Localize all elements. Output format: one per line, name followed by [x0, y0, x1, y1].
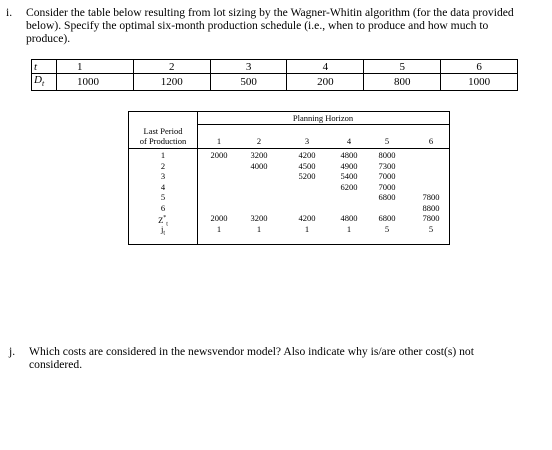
cost-cell: 5400 [340, 171, 358, 181]
row-label: 4 [160, 181, 166, 192]
demand-cell: 1000 [441, 74, 518, 91]
demand-row-label: $D_t$ [32, 74, 57, 91]
z-value-cell: 6800 [378, 213, 396, 223]
z-row-label: $Z^*_t$ [158, 214, 168, 228]
last-period-header [129, 124, 197, 146]
cost-cell: 7800 [422, 192, 440, 202]
column-header: 2 [256, 136, 262, 146]
row-label: 3 [160, 171, 166, 181]
cost-cell: 4000 [250, 160, 268, 171]
question-i-number: i. [6, 6, 13, 19]
cost-cell: 4900 [340, 160, 358, 171]
period-cell: 5 [364, 60, 441, 74]
column-header: 1 [216, 136, 222, 146]
period-cell: 3 [210, 60, 287, 74]
column-header: 3 [304, 136, 310, 146]
demand-cell: 800 [364, 74, 441, 91]
question-i-text: Consider the table below resulting from lot sizing by the Wagner-Whitin algorithm (for the data provided below). Specify the optimal six-month production schedule (i.e., when to produce and how much to produce). [26, 6, 514, 45]
period-cell: 1 [57, 60, 134, 74]
demand-cell: 1000 [57, 74, 134, 91]
period-cell: 2 [133, 60, 210, 74]
cost-cell: 4800 [340, 150, 358, 160]
cost-cell: 4200 [298, 150, 316, 160]
cost-cell: 2000 [210, 150, 228, 160]
cost-cell: 6800 [378, 192, 396, 202]
last-period-label-line1: Last Period [143, 126, 183, 136]
j-value-cell: 1 [256, 223, 262, 234]
period-cell: 6 [441, 60, 518, 74]
cost-cell: 7000 [378, 171, 396, 181]
question-j-text: Which costs are considered in the newsvendor model? Also indicate why is/are other cost(s) not considered. [29, 345, 474, 371]
wagner-whitin-table [128, 111, 450, 245]
cost-cell: 3200 [250, 150, 268, 160]
period-row [32, 60, 518, 74]
z-value-cell: 4200 [298, 213, 316, 223]
demand-cell: 500 [210, 74, 287, 91]
z-value-cell: 4800 [340, 213, 358, 223]
row-label: 5 [160, 192, 166, 202]
j-value-cell: 5 [384, 223, 390, 234]
j-row-label: $j_t$ [160, 223, 166, 237]
cost-cell: 8800 [422, 202, 440, 213]
cost-cell: 5200 [298, 171, 316, 181]
cost-cell: 4500 [298, 160, 316, 171]
cost-cell: 7000 [378, 181, 396, 192]
table-divider-vertical [197, 112, 198, 244]
z-value-cell: 7800 [422, 213, 440, 223]
cost-cell: 8000 [378, 150, 396, 160]
table-divider-horizontal [129, 148, 449, 149]
j-value-cell: 5 [428, 223, 434, 234]
demand-cell: 200 [287, 74, 364, 91]
j-value-cell: 1 [216, 223, 222, 234]
cost-cell: 7300 [378, 160, 396, 171]
demand-table [31, 59, 518, 91]
cost-cell: 6200 [340, 181, 358, 192]
j-value-cell: 1 [346, 223, 352, 234]
planning-horizon-title: Planning Horizon [197, 112, 449, 125]
period-row-label: t [32, 60, 57, 74]
row-label: 1 [160, 150, 166, 160]
z-value-cell: 3200 [250, 213, 268, 223]
question-j-number: j. [9, 345, 16, 358]
last-period-label-line2: of Production [139, 136, 187, 146]
j-value-cell: 1 [304, 223, 310, 234]
column-header: 6 [428, 136, 434, 146]
row-label: 2 [160, 160, 166, 171]
z-value-cell: 2000 [210, 213, 228, 223]
column-header: 5 [384, 136, 390, 146]
row-label: 6 [160, 202, 166, 213]
column-header: 4 [346, 136, 352, 146]
demand-row [32, 74, 518, 91]
period-cell: 4 [287, 60, 364, 74]
demand-cell: 1200 [133, 74, 210, 91]
